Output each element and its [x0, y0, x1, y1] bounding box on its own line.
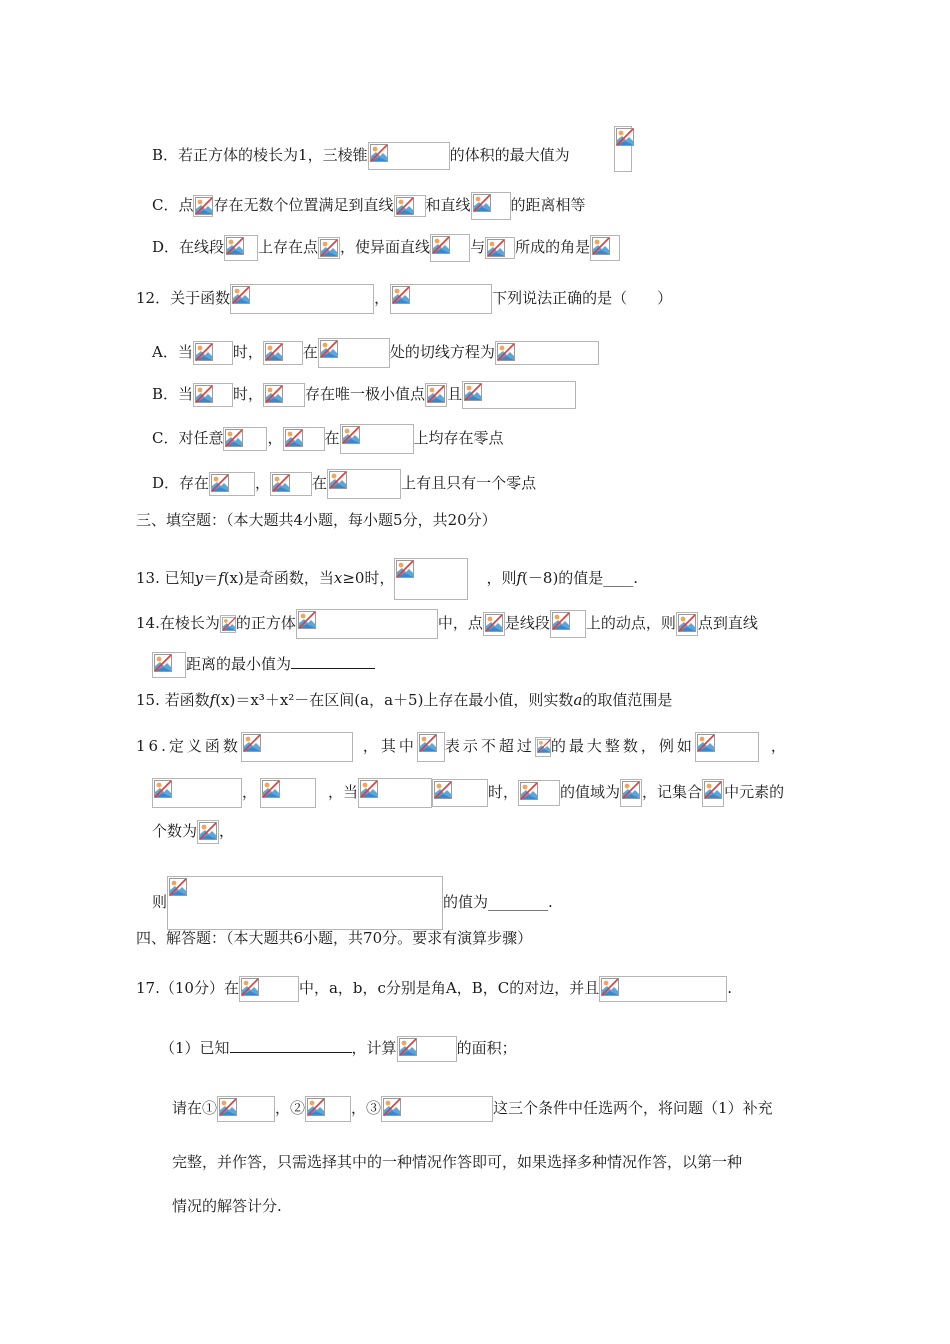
- q12-d-pre: D．存在: [152, 474, 210, 492]
- q12-d-mid1: ，: [255, 474, 271, 492]
- formula-image: [518, 780, 560, 806]
- q15-pre: 15. 若函数: [136, 691, 210, 709]
- formula-image: [495, 341, 599, 365]
- formula-image: [270, 472, 312, 496]
- formula-image: [197, 820, 219, 844]
- q14-line-2: [152, 652, 375, 678]
- q12-a-mid1: 时，: [232, 343, 263, 361]
- q12-c-mid1: ，: [267, 429, 283, 447]
- q13-post1: ，则: [486, 569, 517, 587]
- q11-d-pre: D．在线段: [152, 238, 225, 256]
- formula-image: [485, 237, 515, 259]
- q11-b-post: 的体积的最大值为: [449, 146, 570, 164]
- broken-image-icon: [552, 612, 570, 630]
- q12-b-pre: B．当: [152, 385, 194, 403]
- broken-image-icon: [329, 471, 347, 489]
- formula-image: [390, 284, 492, 314]
- broken-image-icon: [537, 739, 551, 753]
- q16-l1-mid3: 的最大整数，例如: [550, 737, 695, 755]
- formula-image: [224, 235, 258, 261]
- broken-image-icon: [697, 734, 715, 752]
- section-3-heading: 三、填空题：（本大题共4小题，每小题5分，共20分）: [136, 511, 497, 529]
- formula-image: [590, 235, 620, 261]
- broken-image-icon: [241, 978, 259, 996]
- broken-image-icon: [243, 734, 261, 752]
- q14-line2: 距离的最小值为: [186, 655, 292, 673]
- q16-line-4: [152, 876, 553, 930]
- formula-image: [394, 195, 426, 217]
- q12-option-a: [152, 338, 599, 368]
- q17-cond-pre: 请在①: [172, 1099, 218, 1117]
- broken-image-icon: [219, 1098, 237, 1116]
- q12-stem-pre: 12．关于函数: [136, 289, 231, 307]
- broken-image-icon: [195, 197, 213, 215]
- q11-c-pre: C．点: [152, 196, 194, 214]
- q13-var-y: y: [194, 569, 204, 587]
- formula-image: [241, 732, 353, 762]
- q12-d-post: 上有且只有一个零点: [401, 474, 537, 492]
- formula-image: [230, 284, 374, 314]
- q16-l1-post: ，: [770, 737, 789, 755]
- broken-image-icon: [520, 782, 538, 800]
- formula-image: [695, 732, 759, 762]
- broken-image-icon: [392, 286, 410, 304]
- formula-image: [599, 976, 727, 1002]
- formula-image: [462, 381, 576, 409]
- q12-a-post: 处的切线方程为: [389, 343, 495, 361]
- q12-stem-post: 下列说法正确的是（ ）: [492, 289, 673, 307]
- broken-image-icon: [487, 239, 505, 257]
- broken-image-icon: [226, 237, 244, 255]
- q14-mid4: 上的动点，则: [585, 614, 676, 632]
- q16-l1-mid2: 表示不超过: [444, 737, 535, 755]
- formula-image: [535, 737, 551, 757]
- q11-c-mid1: 存在无数个位置满足到直线: [213, 196, 394, 214]
- formula-image: [394, 558, 468, 600]
- formula-image: [260, 778, 316, 808]
- broken-image-icon: [169, 878, 187, 896]
- formula-image: [239, 976, 299, 1002]
- broken-image-icon: [154, 780, 172, 798]
- formula-image: [193, 195, 213, 217]
- broken-image-icon: [232, 286, 250, 304]
- formula-image: [152, 778, 242, 808]
- broken-image-icon: [485, 614, 503, 632]
- q11-b-pre: B．若正方体的棱长为1，三棱锥: [152, 146, 368, 164]
- formula-image: [318, 338, 390, 368]
- broken-image-icon: [383, 1098, 401, 1116]
- q16-l2-c2: ，当: [328, 783, 359, 801]
- q15-var-a: a: [573, 691, 583, 709]
- formula-image: [397, 1036, 457, 1062]
- broken-image-icon: [307, 1098, 325, 1116]
- q13-var-f: f: [218, 569, 224, 587]
- broken-image-icon: [199, 822, 217, 840]
- section-4-heading: 四、解答题：（本大题共6小题，共70分。要求有演算步骤）: [136, 929, 533, 947]
- broken-image-icon: [360, 780, 378, 798]
- q14-line-1: [136, 609, 758, 639]
- formula-image: [223, 427, 267, 451]
- broken-image-icon: [678, 614, 696, 632]
- formula-image: [217, 1096, 275, 1122]
- formula-image: [340, 424, 414, 454]
- q13-pre: 13. 已知: [136, 569, 195, 587]
- formula-image: [550, 610, 586, 638]
- q17-conditions: [172, 1096, 773, 1122]
- broken-image-icon: [342, 426, 360, 444]
- q12-c-pre: C．对任意: [152, 429, 224, 447]
- formula-image: [283, 427, 325, 451]
- formula-image: [614, 126, 632, 172]
- broken-image-icon: [464, 383, 482, 401]
- q14-mid2: 中，点: [437, 614, 483, 632]
- q17-stem: [136, 976, 732, 1002]
- broken-image-icon: [154, 654, 172, 672]
- broken-image-icon: [370, 144, 388, 162]
- q17-p1-pre: （1）已知: [160, 1039, 230, 1057]
- broken-image-icon: [601, 978, 619, 996]
- q14-mid5: 点到直线: [697, 614, 758, 632]
- q14-mid3: 是线段: [504, 614, 550, 632]
- q17-cond-c3: ，③: [351, 1099, 382, 1117]
- broken-image-icon: [265, 385, 283, 403]
- q11-d-post: 所成的角是: [515, 238, 591, 256]
- q12-a-mid2: 在: [302, 343, 318, 361]
- formula-image: [425, 383, 447, 407]
- broken-image-icon: [434, 781, 452, 799]
- q11-c-mid2: 和直线: [425, 196, 471, 214]
- q16-l4-pre: 则: [152, 893, 168, 911]
- formula-image: [263, 383, 305, 407]
- q16-l4-post: 的值为________.: [443, 893, 553, 911]
- formula-image: [432, 779, 488, 807]
- q16-line-2: [152, 778, 784, 808]
- broken-image-icon: [272, 474, 290, 492]
- q11-option-c: [152, 192, 586, 220]
- q13-mid: 是奇函数，当: [243, 569, 334, 587]
- q17-stem-mid: 中，a，b，c分别是角A，B，C的对边，并且: [298, 979, 600, 997]
- q16-l2-mid2: 的值域为: [560, 783, 621, 801]
- formula-image: [620, 779, 642, 807]
- q17-cond-c2: ，②: [275, 1099, 306, 1117]
- q17-part-1: [160, 1036, 517, 1062]
- q12-stem-comma: ，: [374, 289, 390, 307]
- q16-l2-mid3: ，记集合: [642, 783, 703, 801]
- q16-l2-c1: ，: [242, 783, 258, 801]
- broken-image-icon: [473, 194, 491, 212]
- q12-option-b: [152, 381, 576, 409]
- formula-image: [220, 615, 236, 633]
- q17-stem-pre: 17.（10分）在: [136, 979, 239, 997]
- broken-image-icon: [225, 429, 243, 447]
- formula-image: [358, 778, 432, 808]
- q12-c-mid2: 在: [324, 429, 340, 447]
- q16-line-3: [152, 820, 234, 844]
- q15: [136, 690, 672, 710]
- q13-post2: (－8)的值是____.: [522, 569, 639, 587]
- q16-l2-post: 中元素的: [724, 783, 785, 801]
- q11-option-d: [152, 234, 620, 262]
- q12-stem: [136, 284, 672, 314]
- formula-image: [209, 472, 255, 496]
- q13: [136, 558, 638, 600]
- formula-image: [152, 652, 186, 678]
- q16-l3-post: ，: [219, 822, 235, 840]
- formula-image: [676, 612, 698, 636]
- q12-b-mid2: 存在唯一极小值点: [305, 385, 426, 403]
- q16-line-1: [136, 732, 789, 762]
- formula-image: [167, 876, 443, 930]
- formula-image: [318, 237, 340, 259]
- broken-image-icon: [616, 128, 634, 146]
- q17-p1-mid: ，计算: [351, 1039, 397, 1057]
- formula-image: [381, 1096, 493, 1122]
- q12-b-mid3: 且: [447, 385, 463, 403]
- formula-image: [193, 341, 233, 365]
- formula-image: [368, 142, 450, 170]
- q17-p1-post: 的面积；: [456, 1039, 517, 1057]
- q15-post: 的取值范围是: [582, 691, 673, 709]
- q13-eq: ＝: [203, 569, 219, 587]
- formula-image: [702, 779, 724, 807]
- q12-b-mid1: 时，: [233, 385, 264, 403]
- broken-image-icon: [222, 617, 236, 631]
- broken-image-icon: [320, 239, 338, 257]
- formula-image: [263, 341, 303, 365]
- q17-conditions-line-2: 完整，并作答，只需选择其中的一种情况作答即可，如果选择多种情况作答，以第一种: [172, 1153, 743, 1171]
- q12-option-d: [152, 469, 536, 499]
- q11-d-mid2: ，使异面直线: [340, 238, 431, 256]
- broken-image-icon: [427, 385, 445, 403]
- broken-image-icon: [399, 1038, 417, 1056]
- q12-option-c: [152, 424, 504, 454]
- formula-image: [417, 732, 445, 762]
- q11-d-mid1: 上存在点: [258, 238, 319, 256]
- q13-var-f2: f: [516, 569, 523, 587]
- q11-d-mid3: 与: [470, 238, 486, 256]
- q11-option-b: [152, 142, 570, 170]
- formula-image: [430, 234, 470, 262]
- q11-c-post: 的距离相等: [510, 196, 586, 214]
- broken-image-icon: [265, 343, 283, 361]
- q12-d-mid2: 在: [312, 474, 328, 492]
- formula-image: [327, 469, 401, 499]
- q17-cond-post: 这三个条件中任选两个，将问题（1）补充: [493, 1099, 773, 1117]
- broken-image-icon: [298, 611, 316, 629]
- answer-blank: [291, 654, 375, 669]
- answer-blank: [230, 1038, 352, 1053]
- q17-conditions-line-3: 情况的解答计分.: [172, 1197, 282, 1215]
- q16-l1-mid1: ，其中: [362, 737, 417, 755]
- broken-image-icon: [419, 734, 437, 752]
- broken-image-icon: [396, 560, 414, 578]
- broken-image-icon: [262, 780, 280, 798]
- q15-body: (x)＝x³＋x²－在区间(a，a＋5)上存在最小值，则实数: [215, 691, 574, 709]
- broken-image-icon: [497, 343, 515, 361]
- q17-stem-post: .: [727, 979, 733, 997]
- broken-image-icon: [396, 197, 414, 215]
- formula-image: [305, 1096, 351, 1122]
- formula-image: [296, 609, 438, 639]
- broken-image-icon: [285, 429, 303, 447]
- broken-image-icon: [195, 385, 213, 403]
- q13-cond: ≥0时，: [342, 569, 395, 587]
- q12-c-post: 上均存在零点: [413, 429, 504, 447]
- q16-l1-pre: 16.定义函数: [136, 737, 241, 755]
- q13-px: (x): [223, 569, 244, 587]
- broken-image-icon: [320, 340, 338, 358]
- broken-image-icon: [622, 781, 640, 799]
- broken-image-icon: [592, 237, 610, 255]
- q16-l3-text: 个数为: [152, 822, 198, 840]
- broken-image-icon: [211, 474, 229, 492]
- q14-pre: 14.在棱长为: [136, 614, 220, 632]
- q14-mid1: 的正方体: [235, 614, 296, 632]
- formula-image: [483, 612, 505, 636]
- broken-image-icon: [432, 236, 450, 254]
- broken-image-icon: [704, 781, 722, 799]
- q16-l2-mid1: 时，: [488, 783, 519, 801]
- q13-var-x: x: [333, 569, 343, 587]
- q15-var-f: f: [209, 691, 216, 709]
- q12-a-pre: A．当: [152, 343, 193, 361]
- formula-image: [471, 192, 511, 220]
- broken-image-icon: [195, 343, 213, 361]
- formula-image: [193, 383, 233, 407]
